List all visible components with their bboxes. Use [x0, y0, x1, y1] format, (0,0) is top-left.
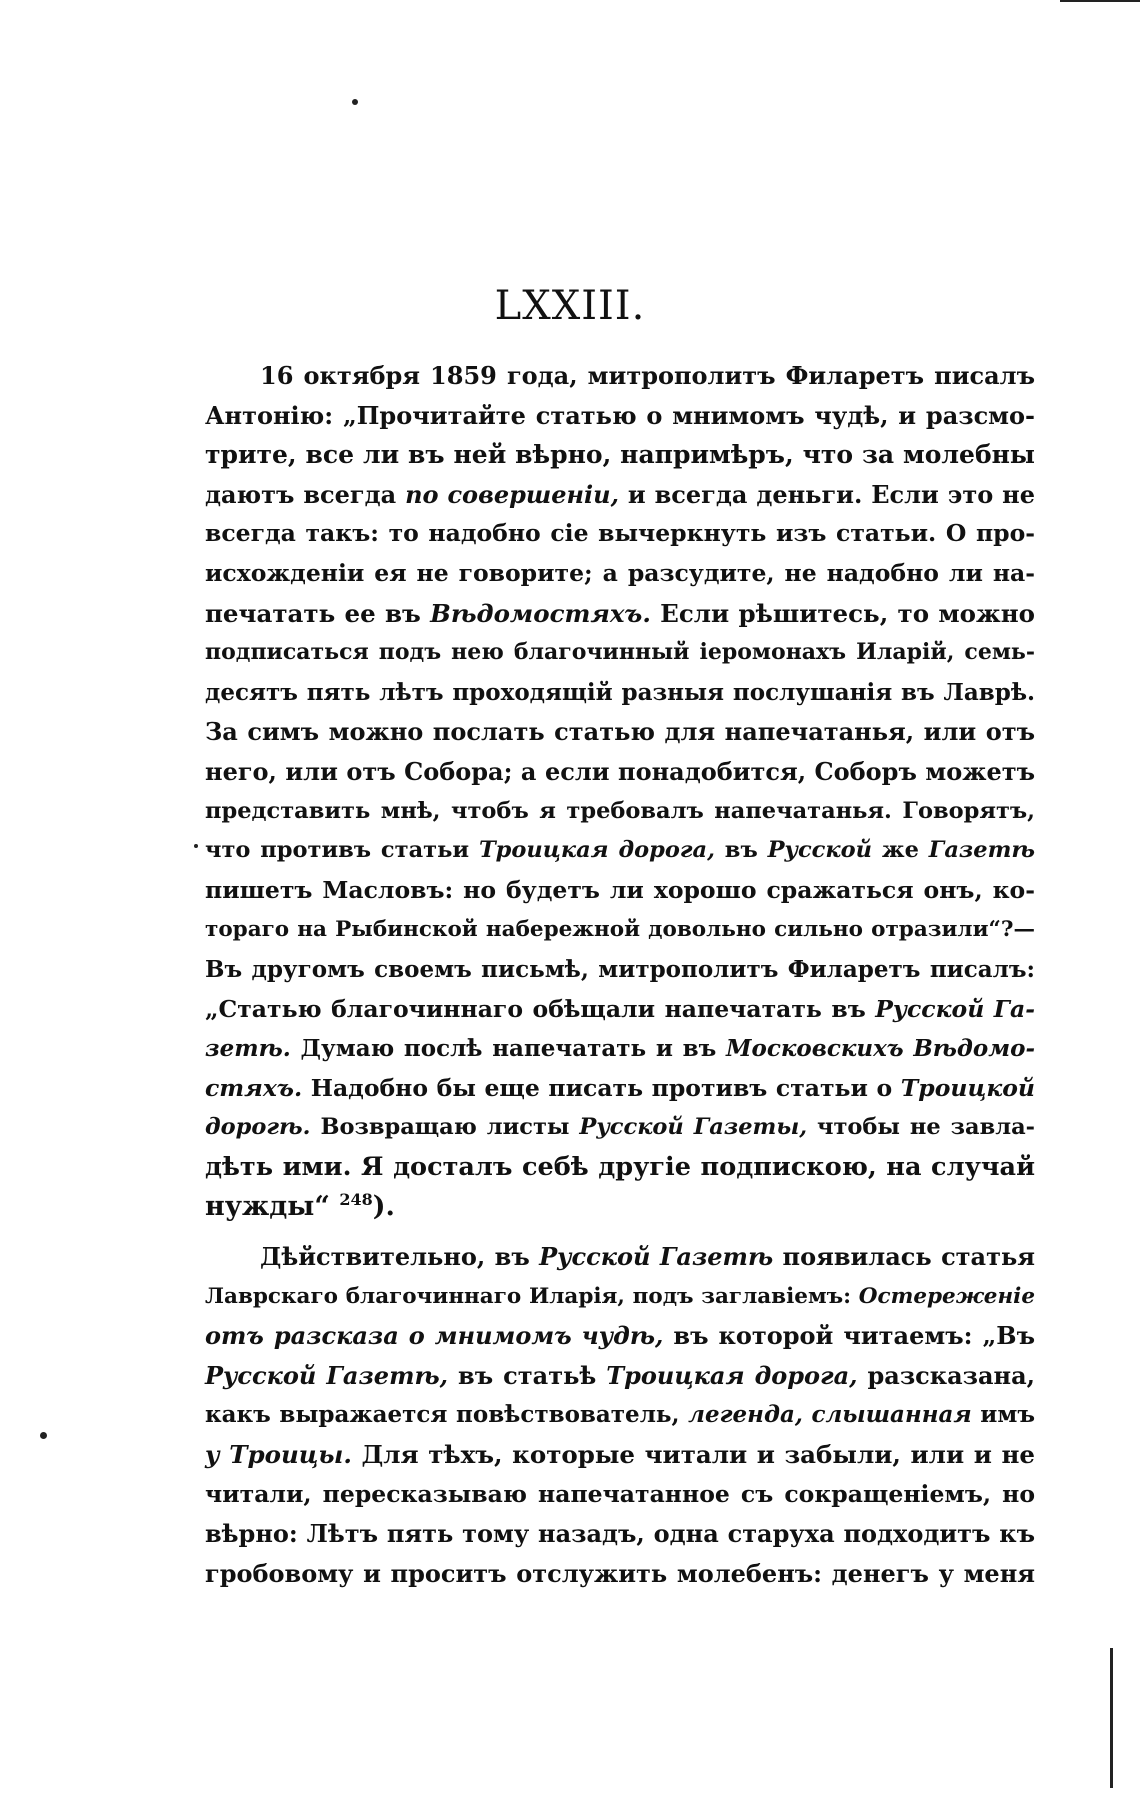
italic-text: Троицкая дорога,: [606, 1360, 858, 1390]
text-line: [205, 356, 1035, 396]
text-run: 16 октября 1859 года, митрополитъ Филаретъ писалъ: [260, 361, 1035, 390]
text-run: представить мнѣ, чтобъ я требовалъ напечатанья. Говорятъ,: [205, 797, 1035, 824]
italic-text: Остереженіе: [858, 1283, 1035, 1309]
footnote-ref: 248: [339, 1190, 373, 1210]
text-run: „Статью благочиннаго обѣщали напечатать въ: [205, 994, 876, 1023]
text-line: [205, 1435, 1035, 1475]
text-line: [205, 1395, 1035, 1435]
text-run: него, или отъ Собора; а если понадобится, Соборъ можетъ: [205, 756, 1035, 786]
scan-edge-mark: [1060, 0, 1140, 2]
text-run: въ которой читаемъ: „Въ: [663, 1321, 1035, 1351]
text-run: трите, все ли въ ней вѣрно, напримѣръ, что за молебны: [205, 440, 1035, 470]
text-run: Возвращаю листы: [310, 1114, 580, 1141]
italic-text: Русской: [767, 837, 872, 864]
text-line: [205, 1187, 1035, 1227]
text-run: что противъ статьи: [205, 837, 479, 864]
text-line: [205, 990, 1035, 1030]
italic-text: Русской Га-: [875, 994, 1035, 1023]
italic-text: Газетѣ: [928, 837, 1035, 864]
text-run: печатать ее въ: [205, 598, 431, 628]
text-line: [205, 1316, 1035, 1356]
text-line: [205, 1029, 1035, 1069]
italic-text: Вѣдомостяхъ.: [430, 598, 651, 628]
text-line: [205, 594, 1035, 634]
text-run: пишетъ Масловъ: но будетъ ли хорошо сражаться онъ, ко-: [205, 875, 1035, 904]
italic-text: легенда, слышанная: [688, 1401, 972, 1429]
text-run: Надобно бы еще писать противъ статьи о: [302, 1073, 901, 1102]
text-line: [205, 1356, 1035, 1396]
text-run: Для тѣхъ, которые читали и забыли, или и не: [351, 1440, 1035, 1470]
text-run: За симъ можно послать статью для напечатанья, или отъ: [205, 717, 1035, 747]
text-line: [205, 475, 1035, 515]
text-line: [205, 514, 1035, 554]
italic-text: Троицкой: [900, 1073, 1035, 1102]
text-run: какъ выражается повѣствователь,: [205, 1401, 689, 1429]
italic-text: стяхъ.: [205, 1073, 303, 1102]
italic-text: Русской Газеты,: [579, 1114, 808, 1141]
text-line: [205, 554, 1035, 594]
text-line: [205, 752, 1035, 792]
text-run: Если рѣшитесь, то можно: [650, 598, 1035, 628]
italic-text: зетѣ.: [205, 1035, 291, 1063]
text-line: [205, 871, 1035, 911]
text-line: [205, 1554, 1035, 1594]
text-line: [205, 1108, 1035, 1148]
text-run: даютъ всегда: [205, 479, 406, 509]
text-line: [205, 1237, 1035, 1277]
text-run: исхожденіи ея не говорите; а разсудите, не надобно ли на-: [205, 558, 1035, 587]
scan-speck: [40, 1432, 47, 1439]
italic-text: отъ разсказа о мнимомъ чудѣ,: [205, 1321, 664, 1351]
text-line: [205, 1277, 1035, 1317]
text-run: десятъ пять лѣтъ проходящій разныя послушанія въ Лаврѣ.: [205, 678, 1035, 706]
text-run: Дѣйствительно, въ: [260, 1242, 540, 1272]
text-run: въ: [714, 837, 768, 864]
text-run: всегда такъ: то надобно сіе вычеркнуть изъ статьи. О про-: [205, 519, 1035, 548]
text-line: [205, 910, 1035, 950]
text-run: подписаться подъ нею благочинный іеромонахъ Иларій, семь-: [205, 639, 1035, 666]
text-run: читали, пересказываю напечатанное съ сокращеніемъ, но: [205, 1479, 1035, 1508]
text-run: же: [871, 837, 929, 864]
text-run: имъ: [971, 1401, 1035, 1429]
chapter-heading: LXXIII.: [494, 283, 646, 329]
text-run: тораго на Рыбинской набережной довольно сильно отразили“?—: [205, 917, 1035, 943]
italic-text: дорогѣ.: [205, 1114, 311, 1141]
scan-speck: [194, 844, 198, 848]
text-line: [205, 633, 1035, 673]
text-run: нужды“: [205, 1191, 340, 1223]
text-run: дѣть ими. Я досталъ себѣ другіе подпискою, на случай: [205, 1151, 1035, 1182]
italic-text: Русской Газетѣ: [539, 1242, 774, 1272]
scan-speck: [352, 99, 358, 105]
text-line: [205, 831, 1035, 871]
text-run: Лаврскаго благочиннаго Иларія, подъ заглавіемъ:: [205, 1283, 859, 1309]
text-line: [205, 1069, 1035, 1109]
text-run: Въ другомъ своемъ письмѣ, митрополитъ Филаретъ писалъ:: [205, 955, 1035, 983]
body-text: [205, 356, 1035, 1593]
italic-text: по совершеніи,: [405, 479, 619, 509]
text-run: гробовому и проситъ отслужить молебенъ: денегъ у меня: [205, 1558, 1035, 1588]
text-line: [205, 396, 1035, 436]
text-line: [205, 1475, 1035, 1515]
italic-text: Троицкая дорога,: [478, 837, 715, 864]
scan-edge-mark: [1110, 1648, 1113, 1788]
text-line: [205, 435, 1035, 475]
italic-text: Московскихъ Вѣдомо-: [726, 1035, 1035, 1063]
text-line: [205, 712, 1035, 752]
text-line: [205, 1148, 1035, 1188]
text-line: [205, 673, 1035, 713]
italic-text: Русской Газетѣ,: [205, 1360, 449, 1390]
text-run: чтобы не завла-: [807, 1114, 1036, 1141]
text-run: Думаю послѣ напечатать и въ: [290, 1035, 727, 1063]
text-line: [205, 950, 1035, 990]
text-run: ).: [372, 1191, 395, 1223]
text-run: вѣрно: Лѣтъ пять тому назадъ, одна старуха подходитъ къ: [205, 1519, 1035, 1549]
text-run: въ статьѣ: [448, 1360, 607, 1390]
text-line: [205, 1514, 1035, 1554]
italic-text: у Троицы.: [205, 1440, 352, 1470]
text-line: [205, 792, 1035, 832]
text-run: Антонію: „Прочитайте статью о мнимомъ чудѣ, и разсмо-: [205, 400, 1035, 430]
text-run: и всегда деньги. Если это не: [618, 479, 1036, 509]
text-run: появилась статья: [773, 1242, 1035, 1272]
text-run: разсказана,: [857, 1360, 1036, 1390]
